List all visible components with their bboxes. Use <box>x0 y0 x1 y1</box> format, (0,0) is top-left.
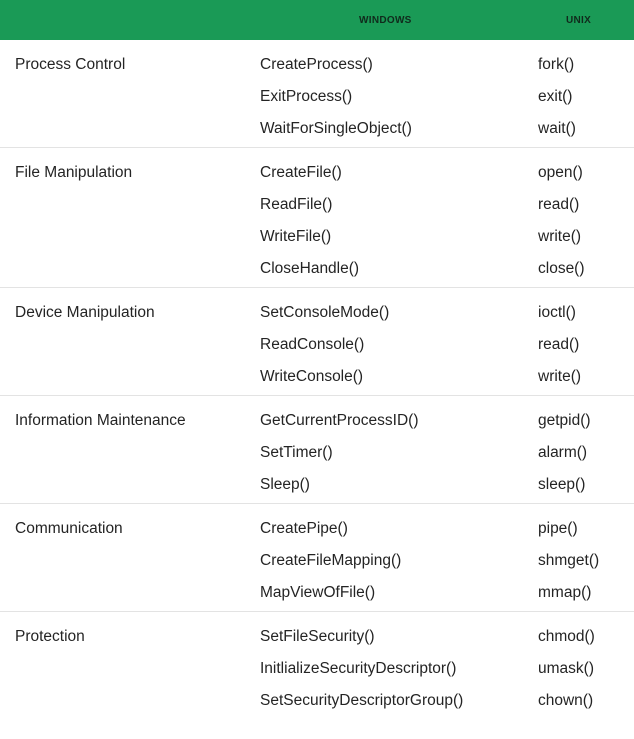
group-rows <box>0 627 634 719</box>
windows-call: CloseHandle() <box>260 260 360 277</box>
category-label: File Manipulation <box>15 164 133 181</box>
table-row <box>0 367 634 395</box>
windows-call: WriteConsole() <box>260 368 364 385</box>
windows-call: ReadConsole() <box>260 336 365 353</box>
group-rows <box>0 303 634 395</box>
table-group <box>0 288 634 396</box>
table-row <box>0 691 634 719</box>
table-group <box>0 40 634 148</box>
unix-call: read() <box>538 336 580 353</box>
windows-call: Sleep() <box>260 476 310 493</box>
windows-call: CreateProcess() <box>260 56 373 73</box>
unix-call: alarm() <box>538 444 588 461</box>
table-row <box>0 443 634 475</box>
unix-call: exit() <box>538 88 573 105</box>
table-row <box>0 583 634 611</box>
unix-call: fork() <box>538 56 575 73</box>
table-row <box>0 195 634 227</box>
windows-call: CreateFile() <box>260 164 342 181</box>
windows-call: SetSecurityDescriptorGroup() <box>260 692 464 709</box>
table-row <box>0 119 634 147</box>
windows-call: WriteFile() <box>260 228 332 245</box>
windows-call: SetConsoleMode() <box>260 304 390 321</box>
table-group <box>0 504 634 612</box>
table-row <box>0 627 634 659</box>
unix-call: read() <box>538 196 580 213</box>
windows-call: MapViewOfFile() <box>260 584 376 601</box>
unix-call: write() <box>538 228 582 245</box>
table-row <box>0 163 634 195</box>
unix-call: umask() <box>538 660 594 677</box>
unix-call: pipe() <box>538 520 578 537</box>
table-group <box>0 148 634 288</box>
windows-call: SetTimer() <box>260 444 333 461</box>
category-label: Protection <box>15 628 85 645</box>
header-windows: WINDOWS <box>359 15 412 26</box>
category-label: Information Maintenance <box>15 412 186 429</box>
category-label: Communication <box>15 520 123 537</box>
unix-call: shmget() <box>538 552 600 569</box>
windows-call: CreatePipe() <box>260 520 348 537</box>
table-row <box>0 87 634 119</box>
unix-call: wait() <box>538 120 576 137</box>
category-label: Device Manipulation <box>15 304 155 321</box>
windows-call: GetCurrentProcessID() <box>260 412 419 429</box>
unix-call: chmod() <box>538 628 595 645</box>
unix-call: open() <box>538 164 583 181</box>
unix-call: sleep() <box>538 476 586 493</box>
unix-call: mmap() <box>538 584 592 601</box>
windows-call: CreateFileMapping() <box>260 552 402 569</box>
unix-call: getpid() <box>538 412 591 429</box>
unix-call: write() <box>538 368 582 385</box>
table-row <box>0 259 634 287</box>
unix-call: close() <box>538 260 585 277</box>
group-rows <box>0 55 634 147</box>
table-header <box>0 0 634 40</box>
windows-call: ReadFile() <box>260 196 333 213</box>
table-row <box>0 411 634 443</box>
table-row <box>0 55 634 87</box>
unix-call: ioctl() <box>538 304 576 321</box>
table-body <box>0 40 634 719</box>
table-row <box>0 659 634 691</box>
table-row <box>0 475 634 503</box>
category-label: Process Control <box>15 56 126 73</box>
windows-call: ExitProcess() <box>260 88 353 105</box>
windows-call: WaitForSingleObject() <box>260 120 412 137</box>
windows-call: SetFileSecurity() <box>260 628 375 645</box>
table-row <box>0 335 634 367</box>
table-group <box>0 612 634 719</box>
unix-call: chown() <box>538 692 594 709</box>
table-row <box>0 551 634 583</box>
group-rows <box>0 519 634 611</box>
windows-call: InitlializeSecurityDescriptor() <box>260 660 457 677</box>
table-row <box>0 519 634 551</box>
group-rows <box>0 411 634 503</box>
table-row <box>0 303 634 335</box>
table-row <box>0 227 634 259</box>
header-unix: UNIX <box>566 15 592 26</box>
group-rows <box>0 163 634 287</box>
table-group <box>0 396 634 504</box>
